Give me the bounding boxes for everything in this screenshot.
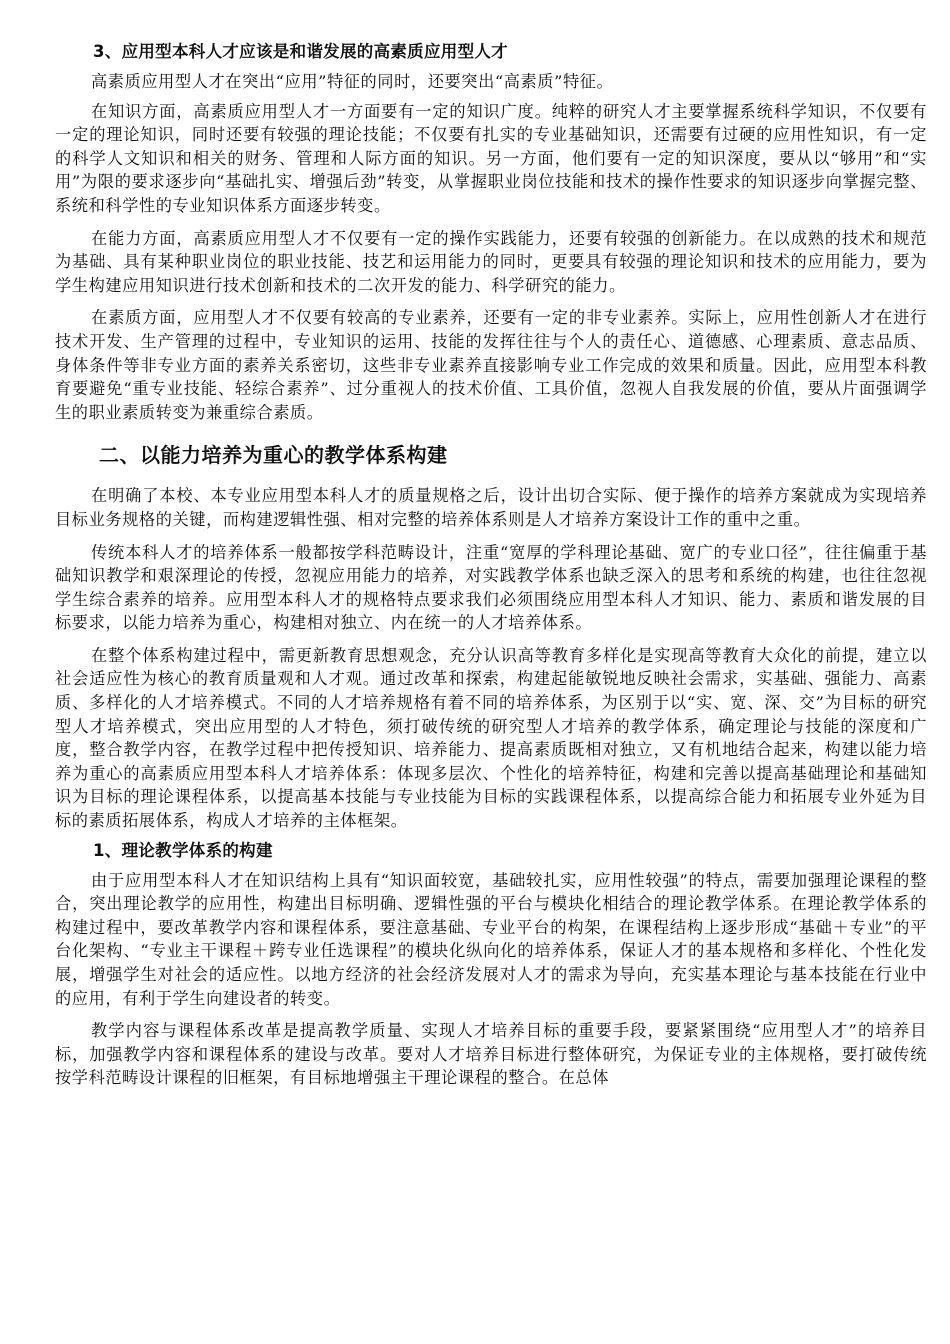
part-2-heading: 二、以能力培养为重心的教学体系构建 — [99, 443, 448, 468]
paragraph-training-plan: 在明确了本校、本专业应用型本科人才的质量规格之后，设计出切合实际、便于操作的培养方案就成为实现培养目标业务规格的关键，而构建逻辑性强、相对完整的培养体系则是人才培养方案设计工作的重中之重。 — [55, 486, 927, 529]
paragraph-knowledge-aspect: 在知识方面，高素质应用型人才一方面要有一定的知识广度。纯粹的研究人才主要掌握系统科学知识，不仅要有一定的理论知识，同时还要有较强的理论技能；不仅要有扎实的专业基础知识，还需要有过硬的应用性知识，有一定的科学人文知识和相关的财务、管理和人际方面的知识。另一方面，他们要有一定的知识深度，要从以“够用”和“实用”为限的要求逐步向“基础扎实、增强后劲”转变，从掌握职业岗位技能和技术的操作性要求的知识逐步向掌握完整、系统和科学性的专业知识体系方面逐步转变。 — [55, 101, 927, 215]
paragraph-system-construction: 在整个体系构建过程中，需更新教育思想观念，充分认识高等教育多样化是实现高等教育大众化的前提，建立以社会适应性为核心的教育质量观和人才观。通过改革和探索，构建起能敏锐地反映社会需求，实基础、强能力、高素质、多样化的人才培养模式。不同的人才培养规格有着不同的培养体系，为区别于以“实、宽、深、交”为目标的研究型人才培养模式，突出应用型的人才特色，须打破传统的研究型人才培养的教学体系，确定理论与技能的深度和广度，整合教学内容，在教学过程中把传授知识、培养能力、提高素质既相对独立，又有机地结合起来，构建以能力培养为重心的高素质应用型本科人才培养体系：体现多层次、个性化的培养特征，构建和完善以提高基础理论和基础知识为目标的理论课程体系，以提高基本技能与专业技能为目标的实践课程体系，以提高综合能力和拓展专业外延为目标的素质拓展体系，构成人才培养的主体框架。 — [55, 645, 927, 831]
paragraph-ability-aspect: 在能力方面，高素质应用型人才不仅要有一定的操作实践能力，还要有较强的创新能力。在以成熟的技术和规范为基础、具有某种职业岗位的职业技能、技艺和运用能力的同时，更要具有较强的理论知识和技术的应用能力，要为学生构建应用知识进行技术创新和技术的二次开发的能力、科学研究的能力。 — [55, 228, 927, 295]
paragraph-theory-teaching: 由于应用型本科人才在知识结构上具有“知识面较宽，基础较扎实，应用性较强”的特点，需要加强理论课程的整合，突出理论教学的应用性，构建出目标明确、逻辑性强的平台与模块化相结合的理论教学体系。在理论教学体系的构建过程中，要改革教学内容和课程体系，要注意基础、专业平台的构架，在课程结构上逐步形成“基础＋专业”的平台化架构、“专业主干课程＋跨专业任选课程”的模块化纵向化的培养体系，保证人才的基本规格和多样化、个性化发展，增强学生对社会的适应性。以地方经济的社会经济发展对人才的需求为导向，充实基本理论与基本技能在行业中的应用，有利于学生向建设者的转变。 — [55, 870, 927, 1008]
subsection-1-heading: 1、理论教学体系的构建 — [93, 840, 273, 860]
section-3-heading: 3、应用型本科人才应该是和谐发展的高素质应用型人才 — [93, 42, 508, 61]
paragraph-traditional-system: 传统本科人才的培养体系一般都按学科范畴设计，注重“宽厚的学科理论基础、宽广的专业口径”，往往偏重于基础知识教学和艰深理论的传授，忽视应用能力的培养，对实践教学体系也缺乏深入的思考和系统的构建，也往往忽视学生综合素养的培养。应用型本科人才的规格特点要求我们必须围绕应用型本科人才知识、能力、素质和谐发展的目标要求，以能力培养为重心，构建相对独立、内在统一的人才培养体系。 — [55, 542, 927, 633]
document-page — [55, 40, 927, 1099]
paragraph-quality-aspect: 在素质方面，应用型人才不仅要有较高的专业素养，还要有一定的非专业素养。实际上，应用性创新人才在进行技术开发、生产管理的过程中，专业知识的运用、技能的发挥往往与个人的责任心、道德感、心理素质、意志品质、身体条件等非专业方面的素养关系密切，这些非专业素养直接影响专业工作完成的效果和质量。因此，应用型本科教育要避免“重专业技能、轻综合素养”、过分重视人的技术价值、工具价值，忽视人自我发展的价值，要从片面强调学生的职业素质转变为兼重综合素质。 — [55, 308, 927, 422]
paragraph-curriculum-reform: 教学内容与课程体系改革是提高教学质量、实现人才培养目标的重要手段，要紧紧围绕“应用型人才”的培养目标，加强教学内容和课程体系的建设与改革。要对人才培养目标进行整体研究，为保证专业的主体规格，要打破传统按学科范畴设计课程的旧框架，有目标地增强主干理论课程的整合。在总体 — [55, 1021, 927, 1088]
paragraph-high-quality-intro: 高素质应用型人才在突出“应用”特征的同时，还要突出“高素质”特征。 — [91, 72, 614, 91]
